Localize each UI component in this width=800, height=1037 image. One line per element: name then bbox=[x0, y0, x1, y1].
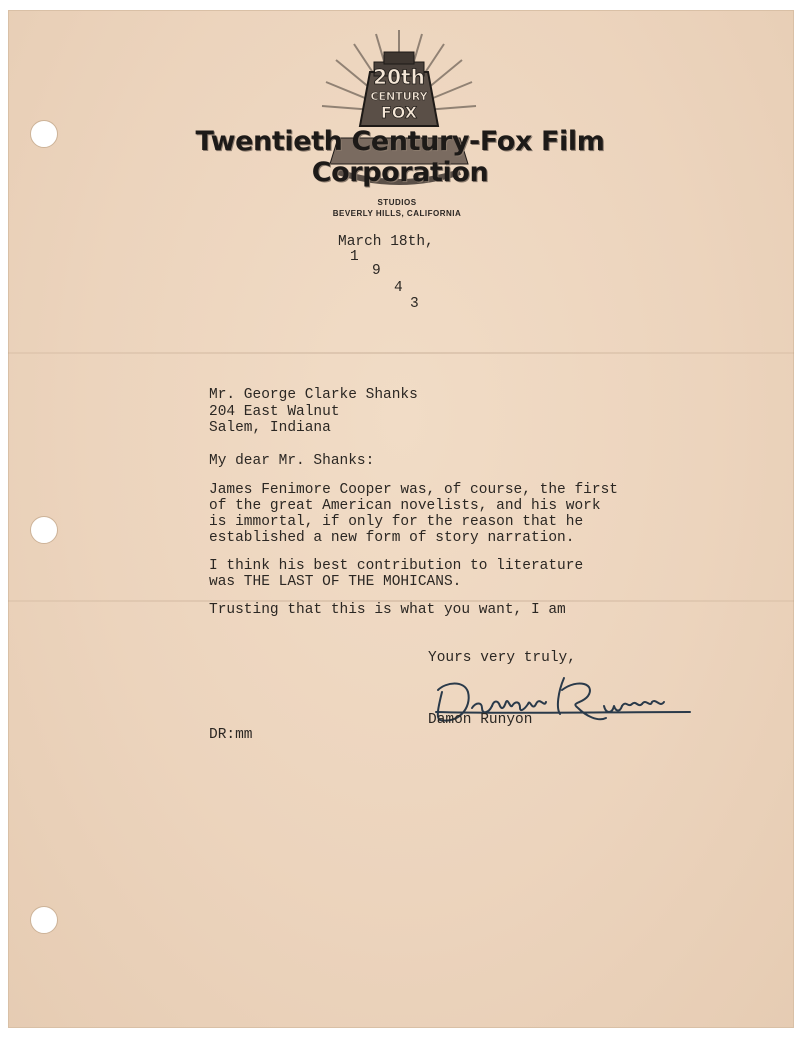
body-line: established a new form of story narration. bbox=[209, 530, 575, 546]
signer-name: Damon Runyon bbox=[428, 712, 533, 728]
recipient-street: 204 East Walnut bbox=[209, 404, 340, 420]
body-line: I think his best contribution to literature bbox=[209, 558, 584, 574]
logo-fox-text: FOX bbox=[380, 103, 418, 122]
date-year-digit: 1 bbox=[350, 249, 359, 265]
body-line: of the great American novelists, and his work bbox=[209, 498, 601, 514]
typist-initials: DR:mm bbox=[209, 727, 253, 743]
body-line: is immortal, if only for the reason that he bbox=[209, 514, 584, 530]
signature-script-text: Damon Runyon bbox=[428, 668, 435, 669]
studio-location: BEVERLY HILLS, CALIFORNIA bbox=[332, 209, 462, 218]
body-line: Trusting that this is what you want, I am bbox=[209, 602, 566, 618]
logo-century-text: CENTURY bbox=[370, 90, 428, 103]
punch-hole bbox=[30, 906, 58, 934]
salutation: My dear Mr. Shanks: bbox=[209, 453, 375, 469]
logo-20th-text: 20th bbox=[373, 65, 425, 89]
punch-hole bbox=[30, 516, 58, 544]
body-line: was THE LAST OF THE MOHICANS. bbox=[209, 574, 462, 590]
recipient-city: Salem, Indiana bbox=[209, 420, 331, 436]
date-year-digit: 3 bbox=[410, 296, 419, 312]
studios-label: STUDIOS bbox=[377, 198, 417, 207]
date-year-digit: 4 bbox=[394, 280, 403, 296]
paper-fold-line bbox=[8, 352, 794, 354]
recipient-name: Mr. George Clarke Shanks bbox=[209, 387, 418, 403]
date-line: March 18th, bbox=[338, 234, 434, 250]
date-year-digit: 9 bbox=[372, 263, 381, 279]
closing: Yours very truly, bbox=[428, 650, 576, 666]
body-line: James Fenimore Cooper was, of course, the first bbox=[209, 482, 618, 498]
punch-hole bbox=[30, 120, 58, 148]
company-name: Twentieth Century-Fox Film Corporation bbox=[195, 126, 605, 188]
